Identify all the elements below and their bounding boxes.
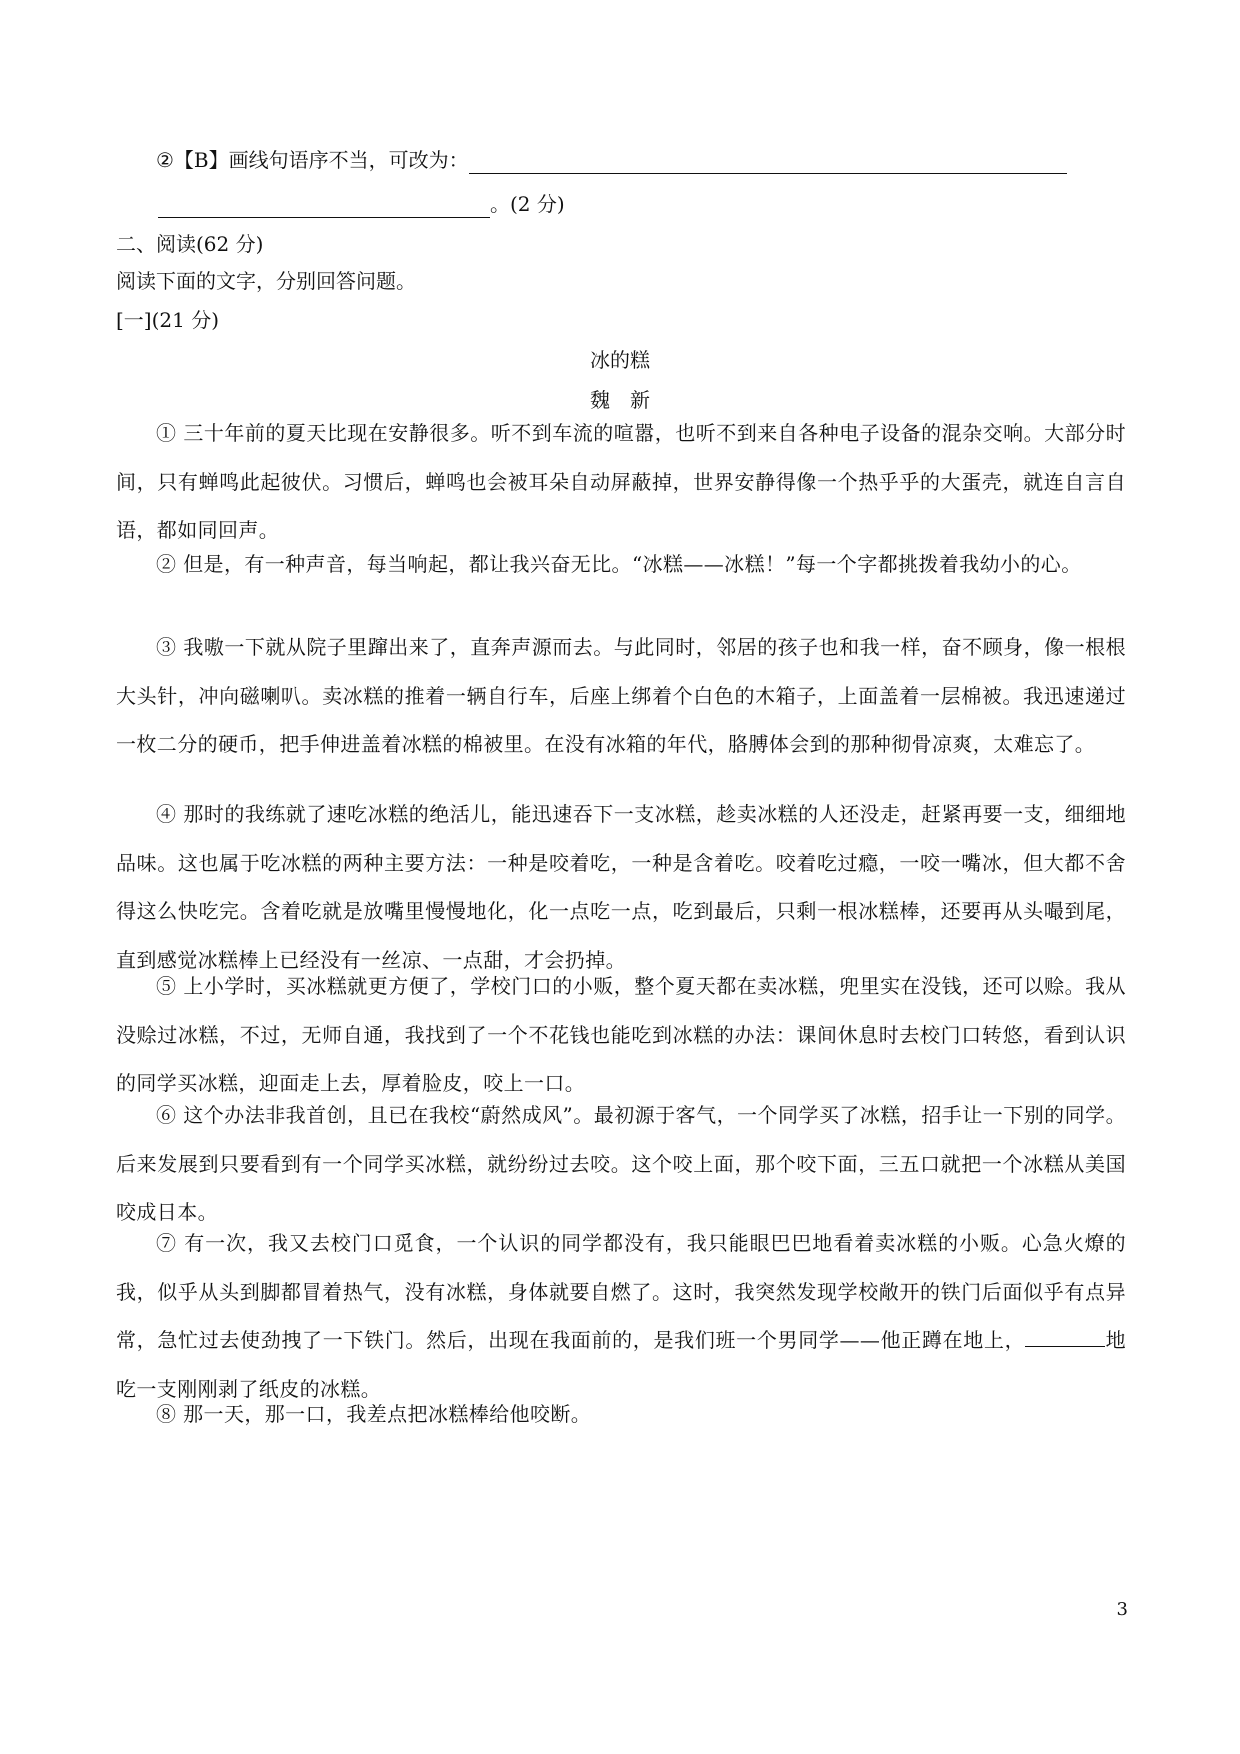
article-paragraph-5: ⑤ 上小学时，买冰糕就更方便了，学校门口的小贩，整个夏天都在卖冰糕，兜里实在没钱，还可以赊。我从没赊过冰糕，不过，无师自通，我找到了一个不花钱也能吃到冰糕的办法：课间休息时去校门口转悠，看到认识的同学买冰糕，迎面走上去，厚着脸皮，咬上一口。 xyxy=(116,974,1126,1095)
article-paragraph-7-tail: 地吃一支刚刚剥了纸皮的冰糕。 xyxy=(116,1328,1126,1401)
article-author: 魏 新 xyxy=(590,388,650,412)
article-title: 冰的糕 xyxy=(590,348,650,372)
article-paragraph-8: ⑧ 那一天，那一口，我差点把冰糕棒给他咬断。 xyxy=(156,1402,592,1426)
section-heading: 二、阅读(62 分) xyxy=(116,232,264,256)
answer-blank-line-2 xyxy=(158,195,490,218)
fill-in-blank xyxy=(1025,1326,1105,1347)
part-label: [一](21 分) xyxy=(116,308,220,332)
article-paragraph-4: ④ 那时的我练就了速吃冰糕的绝活儿，能迅速吞下一支冰糕，趁卖冰糕的人还没走，赶紧再要一支，细细地品味。这也属于吃冰糕的两种主要方法：一种是咬着吃，一种是含着吃。咬着吃过瘾，一咬一嘴冰，但大都不舍得这么快吃完。含着吃就是放嘴里慢慢地化，化一点吃一点，吃到最后，只剩一根冰糕棒，还要再从头嘬到尾，直到感觉冰糕棒上已经没有一丝凉、一点甜，才会扔掉。 xyxy=(116,802,1126,972)
article-paragraph-2: ② 但是，有一种声音，每当响起，都让我兴奋无比。“冰糕——冰糕！”每一个字都挑拨着我幼小的心。 xyxy=(156,552,1082,576)
question-item-2-continuation xyxy=(116,190,1126,218)
article-paragraph-1: ① 三十年前的夏天比现在安静很多。听不到车流的喧嚣，也听不到来自各种电子设备的混杂交响。大部分时间，只有蝉鸣此起彼伏。习惯后，蝉鸣也会被耳朵自动屏蔽掉，世界安静得像一个热乎乎的大蛋壳，就连自言自语，都如同回声。 xyxy=(116,421,1126,542)
article-paragraph-6: ⑥ 这个办法非我首创，且已在我校“蔚然成风”。最初源于客气，一个同学买了冰糕，招手让一下别的同学。后来发展到只要看到有一个同学买冰糕，就纷纷过去咬。这个咬上面，那个咬下面，三五口就把一个冰糕从美国咬成日本。 xyxy=(116,1103,1126,1224)
question-item-2 xyxy=(116,146,1126,174)
question-item-2-points: 。(2 分) xyxy=(490,192,565,216)
article-paragraph-3: ③ 我嗷一下就从院子里蹿出来了，直奔声源而去。与此同时，邻居的孩子也和我一样，奋不顾身，像一根根大头针，冲向磁喇叭。卖冰糕的推着一辆自行车，后座上绑着个白色的木箱子，上面盖着一层棉被。我迅速递过一枚二分的硬币，把手伸进盖着冰糕的棉被里。在没有冰箱的年代，胳膊体会到的那种彻骨凉爽，太难忘了。 xyxy=(116,635,1126,756)
section-instruction: 阅读下面的文字，分别回答问题。 xyxy=(116,269,416,293)
article-paragraph-7 xyxy=(116,1219,1126,1413)
answer-blank-line-1 xyxy=(469,151,1067,174)
page-number: 3 xyxy=(1116,1599,1128,1620)
question-item-2-text: ②【B】画线句语序不当，可改为： xyxy=(156,148,469,172)
article-paragraph-7-text: ⑦ 有一次，我又去校门口觅食，一个认识的同学都没有，我只能眼巴巴地看着卖冰糕的小贩。心急火燎的我，似乎从头到脚都冒着热气，没有冰糕，身体就要自燃了。这时，我突然发现学校敞开的铁门后面似乎有点异常，急忙过去使劲拽了一下铁门。然后，出现在我面前的，是我们班一个男同学——他正蹲在地上， xyxy=(116,1231,1126,1352)
